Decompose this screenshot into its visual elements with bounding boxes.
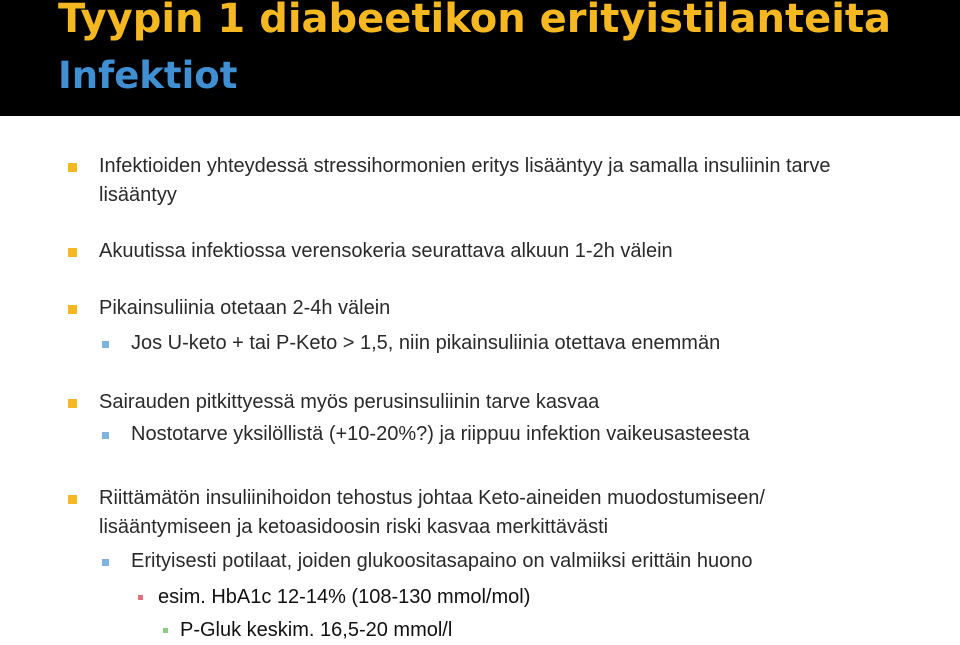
bullet-marker (68, 399, 77, 408)
sub-bullet-marker (102, 341, 109, 348)
bullet-text-continued: lisääntyy (99, 184, 177, 206)
bullet-text-continued: lisääntymiseen ja ketoasidoosin riski kasvaa merkittävästi (99, 516, 609, 538)
bullet-marker (68, 163, 77, 172)
sub-bullet-text: Nostotarve yksilöllistä (+10-20%?) ja riippuu infektion vaikeusasteesta (131, 423, 750, 445)
sub-sub-bullet-marker (138, 595, 143, 600)
sub-bullet-text: Jos U-keto + tai P-Keto > 1,5, niin pikainsuliinia otettava enemmän (131, 332, 721, 354)
bullet-marker (68, 305, 77, 314)
sub-bullet-text: Erityisesti potilaat, joiden glukoositasapaino on valmiiksi erittäin huono (131, 550, 753, 572)
bullet-text: Sairauden pitkittyessä myös perusinsuliinin tarve kasvaa (99, 391, 600, 413)
slide-subtitle: Infektiot (58, 54, 238, 97)
level4-bullet-marker (163, 628, 168, 633)
sub-bullet-marker (102, 432, 109, 439)
sub-sub-bullet-text: esim. HbA1c 12-14% (108-130 mmol/mol) (158, 586, 531, 608)
sub-bullet-marker (102, 559, 109, 566)
bullet-marker (68, 248, 77, 257)
bullet-text: Akuutissa infektiossa verensokeria seurattava alkuun 1-2h välein (99, 240, 673, 262)
bullet-text: Infektioiden yhteydessä stressihormonien eritys lisääntyy ja samalla insuliinin tarve (99, 155, 831, 177)
bullet-text: Riittämätön insuliinihoidon tehostus johtaa Keto-aineiden muodostumiseen/ (99, 487, 765, 509)
level4-bullet-text: P-Gluk keskim. 16,5-20 mmol/l (180, 619, 453, 641)
slide-title: Tyypin 1 diabeetikon erityistilanteita (58, 0, 892, 42)
bullet-text: Pikainsuliinia otetaan 2-4h välein (99, 297, 391, 319)
bullet-marker (68, 495, 77, 504)
